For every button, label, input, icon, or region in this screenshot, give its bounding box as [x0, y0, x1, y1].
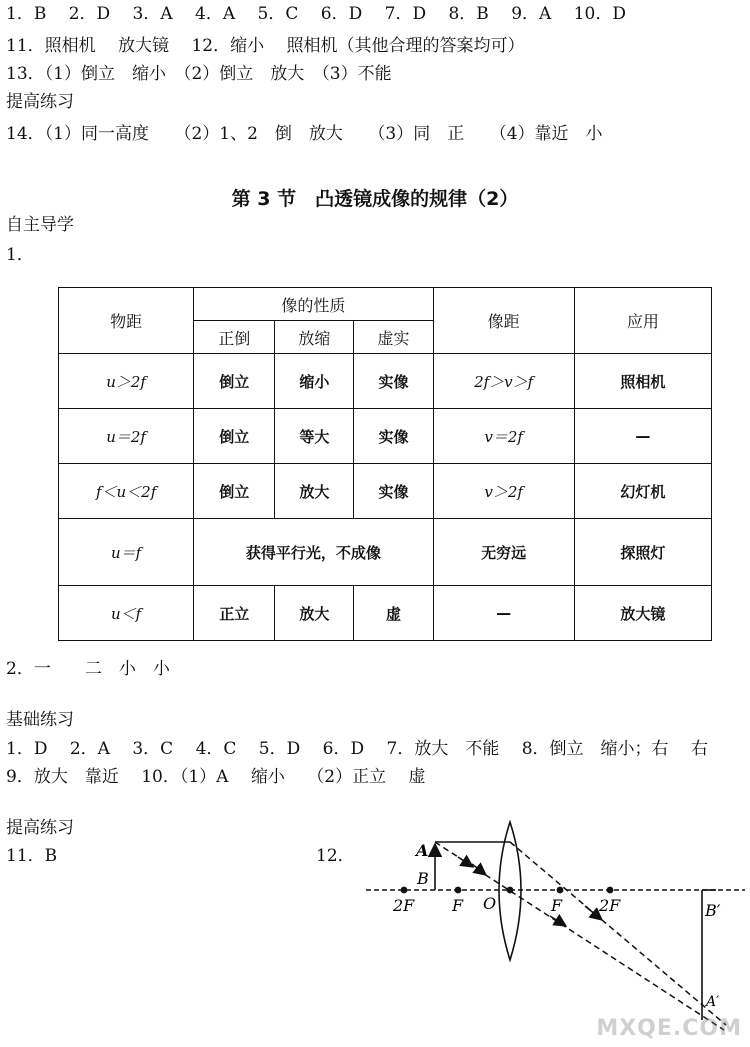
- point-2f-right: [607, 887, 614, 894]
- ray-arrow-3: [472, 864, 486, 875]
- label-o: O: [483, 894, 497, 913]
- basic-answers-line-1: 1．D 2．A 3．C 4．C 5．D 6．D 7．放大 不能 8．倒立 缩小；右 右: [6, 739, 708, 759]
- label-b-prime: B′: [705, 901, 721, 920]
- header-virtual-real: 虚实: [354, 321, 433, 354]
- point-2f-left: [401, 887, 408, 894]
- image-properties-table: [58, 287, 712, 641]
- ray-arrow-2: [550, 916, 566, 926]
- item-1-label: 1．: [6, 245, 34, 265]
- ray-through-optical-center: [435, 842, 724, 1030]
- convex-lens-ray-diagram: [360, 820, 748, 1047]
- point-f-right: [557, 887, 564, 894]
- answers-line-4: 14．（1）同一高度 （2）1、2 倒 放大 （3）同 正 （4）靠近 小: [6, 124, 603, 144]
- basic-answers-line-2: 9．放大 靠近 10．（1）A 缩小 （2）正立 虚: [6, 767, 426, 787]
- size-cell: 等大: [275, 409, 354, 464]
- image-type-cell: 实像: [354, 464, 433, 519]
- ray-arrow-4: [458, 857, 473, 867]
- section-heading-advanced-2: 提高练习: [6, 818, 74, 838]
- watermark-logo: MXQE.COM: [596, 1016, 742, 1041]
- table-row: [59, 464, 712, 519]
- item-11-answer: 11．B: [6, 846, 58, 866]
- table-row: [59, 519, 712, 586]
- image-type-cell: 虚: [354, 586, 433, 641]
- point-f-left: [455, 887, 462, 894]
- size-cell: 放大: [275, 464, 354, 519]
- answers-line-3: 13．（1）倒立 缩小 （2）倒立 放大 （3）不能: [6, 64, 392, 84]
- lesson-title: 第 3 节 凸透镜成像的规律（2）: [231, 188, 519, 210]
- image-type-cell: 实像: [354, 354, 433, 409]
- object-distance-cell: u＜f: [59, 586, 194, 641]
- header-magnified-reduced: 放缩: [275, 321, 354, 354]
- merged-nature-cell: 获得平行光，不成像: [194, 519, 433, 586]
- object-distance-cell: u＝2f: [59, 409, 194, 464]
- label-a: A: [416, 841, 429, 860]
- application-cell: 放大镜: [574, 586, 711, 641]
- section-heading-self-study: 自主导学: [6, 215, 74, 235]
- label-f-right: F: [551, 896, 563, 915]
- size-cell: 缩小: [275, 354, 354, 409]
- object-distance-cell: u＞2f: [59, 354, 194, 409]
- header-image-nature: 像的性质: [194, 288, 433, 321]
- size-cell: 放大: [275, 586, 354, 641]
- label-2f-left: 2F: [393, 896, 415, 915]
- orientation-cell: 倒立: [194, 354, 275, 409]
- label-2f-right: 2F: [599, 896, 621, 915]
- header-object-distance: 物距: [59, 288, 194, 354]
- label-f-left: F: [452, 896, 464, 915]
- section-heading-advanced-1: 提高练习: [6, 92, 74, 112]
- table-row: [59, 586, 712, 641]
- object-distance-cell: f＜u＜2f: [59, 464, 194, 519]
- header-application: 应用: [574, 288, 711, 354]
- image-distance-cell: 无穷远: [433, 519, 574, 586]
- section-heading-basic: 基础练习: [6, 710, 74, 730]
- application-cell: —: [574, 409, 711, 464]
- label-a-prime: A′: [706, 994, 720, 1010]
- header-image-distance: 像距: [433, 288, 574, 354]
- image-type-cell: 实像: [354, 409, 433, 464]
- orientation-cell: 正立: [194, 586, 275, 641]
- application-cell: 幻灯机: [574, 464, 711, 519]
- answers-line-2: 11．照相机 放大镜 12．缩小 照相机（其他合理的答案均可）: [6, 36, 525, 56]
- image-distance-cell: v＞2f: [433, 464, 574, 519]
- application-cell: 照相机: [574, 354, 711, 409]
- orientation-cell: 倒立: [194, 409, 275, 464]
- answers-line-1: 1．B 2．D 3．A 4．A 5．C 6．D 7．D 8．B 9．A 10．D: [6, 4, 626, 24]
- header-upright-inverted: 正倒: [194, 321, 275, 354]
- object-distance-cell: u＝f: [59, 519, 194, 586]
- ray-refracted-through-f: [510, 842, 726, 1025]
- table-row: [59, 409, 712, 464]
- image-distance-cell: —: [433, 586, 574, 641]
- label-b: B: [417, 869, 429, 888]
- item-2-answer: 2．一 二 小 小: [6, 659, 170, 679]
- item-12-label: 12．: [316, 846, 355, 866]
- orientation-cell: 倒立: [194, 464, 275, 519]
- image-distance-cell: 2f＞v＞f: [433, 354, 574, 409]
- image-distance-cell: v＝2f: [433, 409, 574, 464]
- table-row: [59, 354, 712, 409]
- application-cell: 探照灯: [574, 519, 711, 586]
